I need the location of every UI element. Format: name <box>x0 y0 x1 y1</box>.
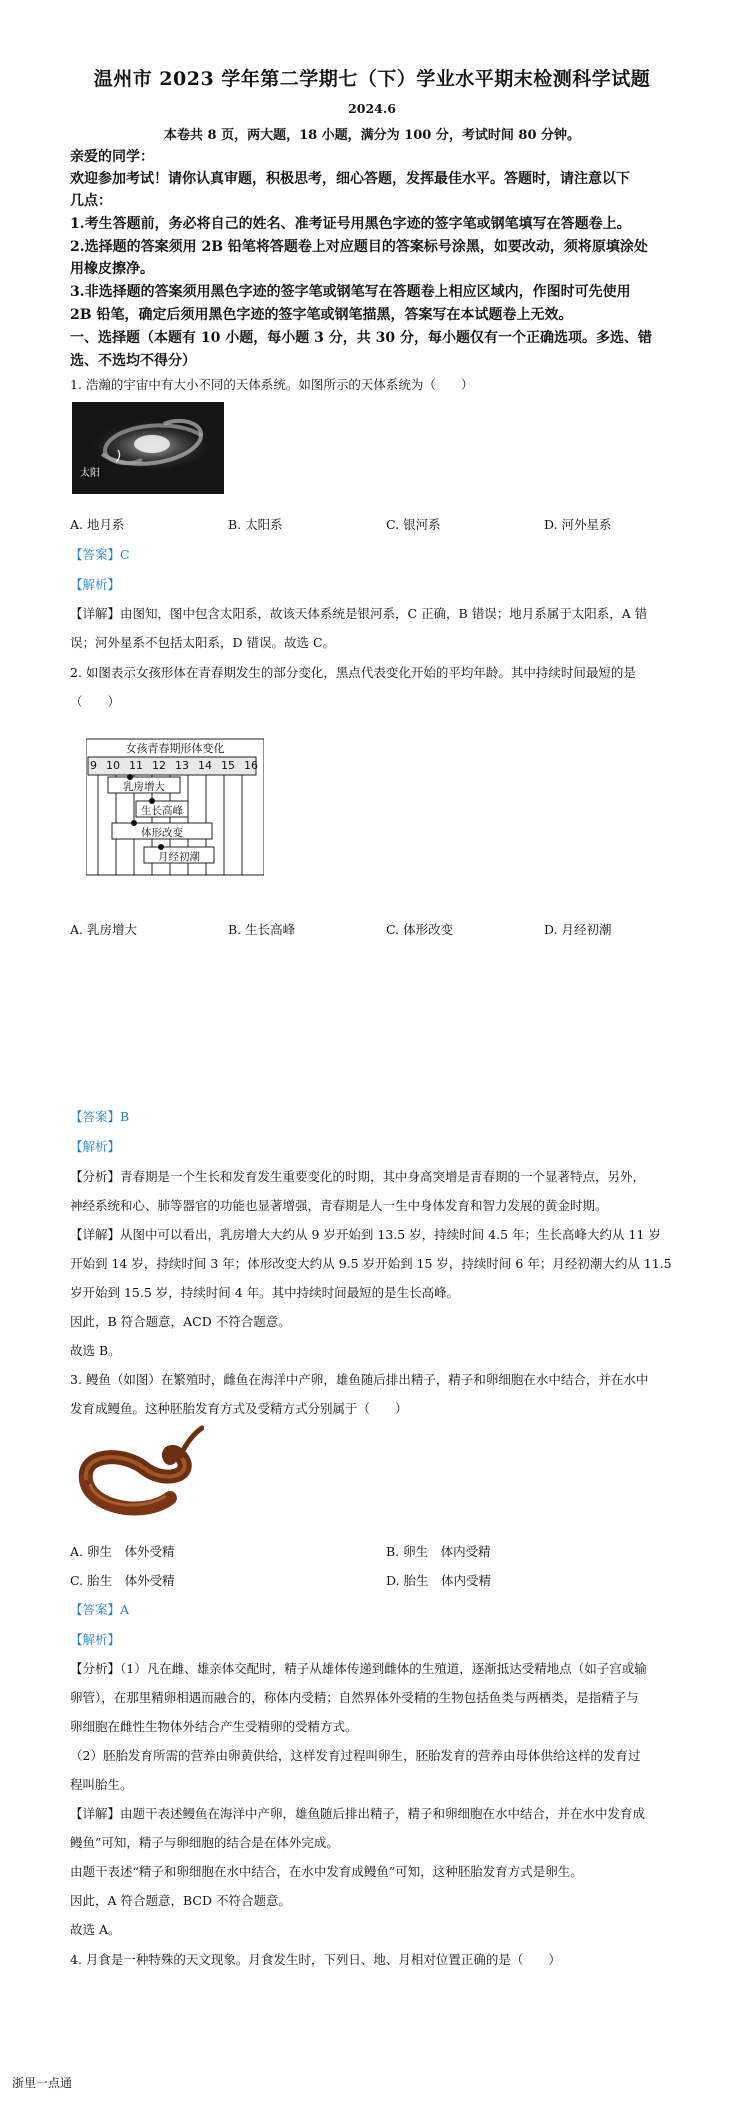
q3-option-d: D. 胎生 体内受精 <box>386 1573 492 1588</box>
q2-detail-1: 【详解】从图中可以看出，乳房增大大约从 9 岁开始到 13.5 岁，持续时间 4.5 年；生长高峰大约从 11 岁 <box>70 1227 661 1242</box>
q3-analysis-5: 程叫胎生。 <box>70 1777 133 1792</box>
greeting: 亲爱的同学： <box>70 149 154 165</box>
q2-analysis-2: 神经系统和心、肺等器官的功能也显著增强，青春期是人一生中身体发育和智力发展的黄金时期。 <box>70 1198 608 1213</box>
rule-3b: 2B 铅笔，确定后须用黑色字迹的签字笔或钢笔描黑，答案写在本试题卷上无效。 <box>70 307 573 323</box>
q1-option-d: D. 河外星系 <box>544 517 612 532</box>
age-tick: 10 <box>106 759 120 772</box>
age-tick: 13 <box>175 759 189 772</box>
q1-option-c: C. 银河系 <box>386 517 441 532</box>
bar-label: 乳房增大 <box>123 781 165 793</box>
q2-option-a: A. 乳房增大 <box>70 922 137 937</box>
q3-detail-4: 因此，A 符合题意，BCD 不符合题意。 <box>70 1893 291 1908</box>
rule-3a: 3.非选择题的答案须用黑色字迹的签字笔或钢笔写在答题卷上相应区域内，作图时可先使用 <box>70 284 631 300</box>
figure-title: 女孩青春期形体变化 <box>125 742 225 755</box>
q3-detail-5: 故选 A。 <box>70 1922 121 1937</box>
age-tick: 16 <box>244 759 258 772</box>
q2-option-c: C. 体形改变 <box>386 922 454 937</box>
age-axis <box>90 759 258 772</box>
bar-label: 体形改变 <box>141 827 183 839</box>
q2-option-d: D. 月经初潮 <box>544 922 612 937</box>
q3-answer: 【答案】A <box>70 1602 130 1617</box>
page-title: 温州市 2023 学年第二学期七（下）学业水平期末检测科学试题 <box>93 68 651 90</box>
q1-answer: 【答案】C <box>70 547 130 562</box>
q2-detail-5: 故选 B。 <box>70 1343 121 1358</box>
q2-detail-2: 开始到 14 岁，持续时间 3 年；体形改变大约从 9.5 岁开始到 15 岁，持续时间 6 年；月经初潮大约从 11.5 <box>70 1256 672 1271</box>
puberty-figure <box>86 737 264 877</box>
q3-analysis-label: 【解析】 <box>70 1632 121 1647</box>
rule-1: 1.考生答题前，务必将自己的姓名、准考证号用黑色字迹的签字笔或钢笔填写在答题卷上。 <box>70 216 631 232</box>
q3-analysis-4: （2）胚胎发育所需的营养由卵黄供给，这样发育过程叫卵生，胚胎发育的营养由母体供给这样的发育过 <box>70 1748 641 1763</box>
q1-stem: 1. 浩瀚的宇宙中有大小不同的天体系统。如图所示的天体系统为（ ） <box>70 377 474 392</box>
q1-option-a: A. 地月系 <box>70 517 125 532</box>
q2-detail-3: 岁开始到 15.5 岁，持续时间 4 年。其中持续时间最短的是生长高峰。 <box>70 1285 460 1300</box>
exam-summary: 本卷共 8 页，两大题，18 小题，满分为 100 分，考试时间 80 分钟。 <box>163 128 581 143</box>
q2-detail-4: 因此，B 符合题意，ACD 不符合题意。 <box>70 1314 291 1329</box>
q3-option-b: B. 卵生 体内受精 <box>386 1544 491 1559</box>
age-tick: 12 <box>152 759 166 772</box>
q3-option-a: A. 卵生 体外受精 <box>70 1544 175 1559</box>
section-heading-b: 选、不选均不得分） <box>70 353 196 369</box>
q2-option-b: B. 生长高峰 <box>228 922 296 937</box>
rule-2b: 用橡皮擦净。 <box>70 261 154 277</box>
q4-stem: 4. 月食是一种特殊的天文现象。月食发生时，下列日、地、月相对位置正确的是（ ） <box>70 1952 561 1967</box>
age-tick: 14 <box>198 759 212 772</box>
q3-analysis-1: 【分析】（1）凡在雌、雄亲体交配时，精子从雄体传递到雌体的生殖道，逐渐抵达受精地点（如子宫或输 <box>70 1661 647 1676</box>
galaxy-image <box>72 402 224 494</box>
q3-detail-2: 鳗鱼”可知，精子与卵细胞的结合是在体外完成。 <box>70 1835 339 1850</box>
q2-analysis-label: 【解析】 <box>70 1139 121 1154</box>
q2-stem-1: 2. 如图表示女孩形体在青春期发生的部分变化，黑点代表变化开始的平均年龄。其中持续时间最短的是 <box>70 665 636 680</box>
q3-stem-1: 3. 鳗鱼（如图）在繁殖时，雌鱼在海洋中产卵，雄鱼随后排出精子，精子和卵细胞在水中结合，并在水中 <box>70 1372 649 1387</box>
q2-analysis-1: 【分析】青春期是一个生长和发育发生重要变化的时期，其中身高突增是青春期的一个显著特点，另外， <box>70 1169 646 1184</box>
exam-date: 2024.6 <box>348 101 396 116</box>
footer-watermark: 浙里一点通 <box>12 2076 73 2090</box>
q3-option-c: C. 胎生 体外受精 <box>70 1573 175 1588</box>
intro-line-1: 欢迎参加考试！请你认真审题，积极思考，细心答题，发挥最佳水平。答题时，请注意以下 <box>70 171 630 187</box>
q3-analysis-2: 卵管），在那里精卵相遇而融合的，称体内受精；自然界体外受精的生物包括鱼类与两栖类，是指精子与 <box>70 1690 639 1705</box>
bar-label: 月经初潮 <box>158 851 200 863</box>
q3-stem-2: 发育成鳗鱼。这种胚胎发育方式及受精方式分别属于（ ） <box>70 1401 408 1416</box>
age-tick: 15 <box>221 759 235 772</box>
q3-detail-3: 由题干表述“精子和卵细胞在水中结合，在水中发育成鳗鱼”可知，这种胚胎发育方式是卵生。 <box>70 1864 583 1879</box>
eel-image <box>74 1422 204 1526</box>
q2-answer: 【答案】B <box>70 1109 130 1124</box>
q1-detail-1: 【详解】由图知，图中包含太阳系，故该天体系统是银河系，C 正确，B 错误；地月系属于太阳系，A 错 <box>70 606 648 621</box>
q1-option-b: B. 太阳系 <box>228 517 283 532</box>
age-tick: 9 <box>90 759 97 772</box>
q3-analysis-3: 卵细胞在雌性生物体外结合产生受精卵的受精方式。 <box>70 1719 358 1734</box>
rule-2a: 2.选择题的答案须用 2B 铅笔将答题卷上对应题目的答案标号涂黑，如要改动，须将原填涂处 <box>70 239 648 255</box>
bar-label: 生长高峰 <box>141 805 183 817</box>
q3-detail-1: 【详解】由题干表述鳗鱼在海洋中产卵，雄鱼随后排出精子，精子和卵细胞在水中结合，并在水中发育成 <box>70 1806 646 1821</box>
q2-stem-2: （ ） <box>70 694 121 709</box>
q1-analysis-label: 【解析】 <box>70 577 121 592</box>
sun-label: 太阳 <box>80 468 100 479</box>
section-heading-a: 一、选择题（本题有 10 小题，每小题 3 分，共 30 分，每小题仅有一个正确选项。多选、错 <box>70 330 652 346</box>
intro-line-2: 几点： <box>70 193 112 209</box>
q1-detail-2: 误；河外星系不包括太阳系，D 错误。故选 C。 <box>70 635 336 650</box>
age-tick: 11 <box>129 759 143 772</box>
